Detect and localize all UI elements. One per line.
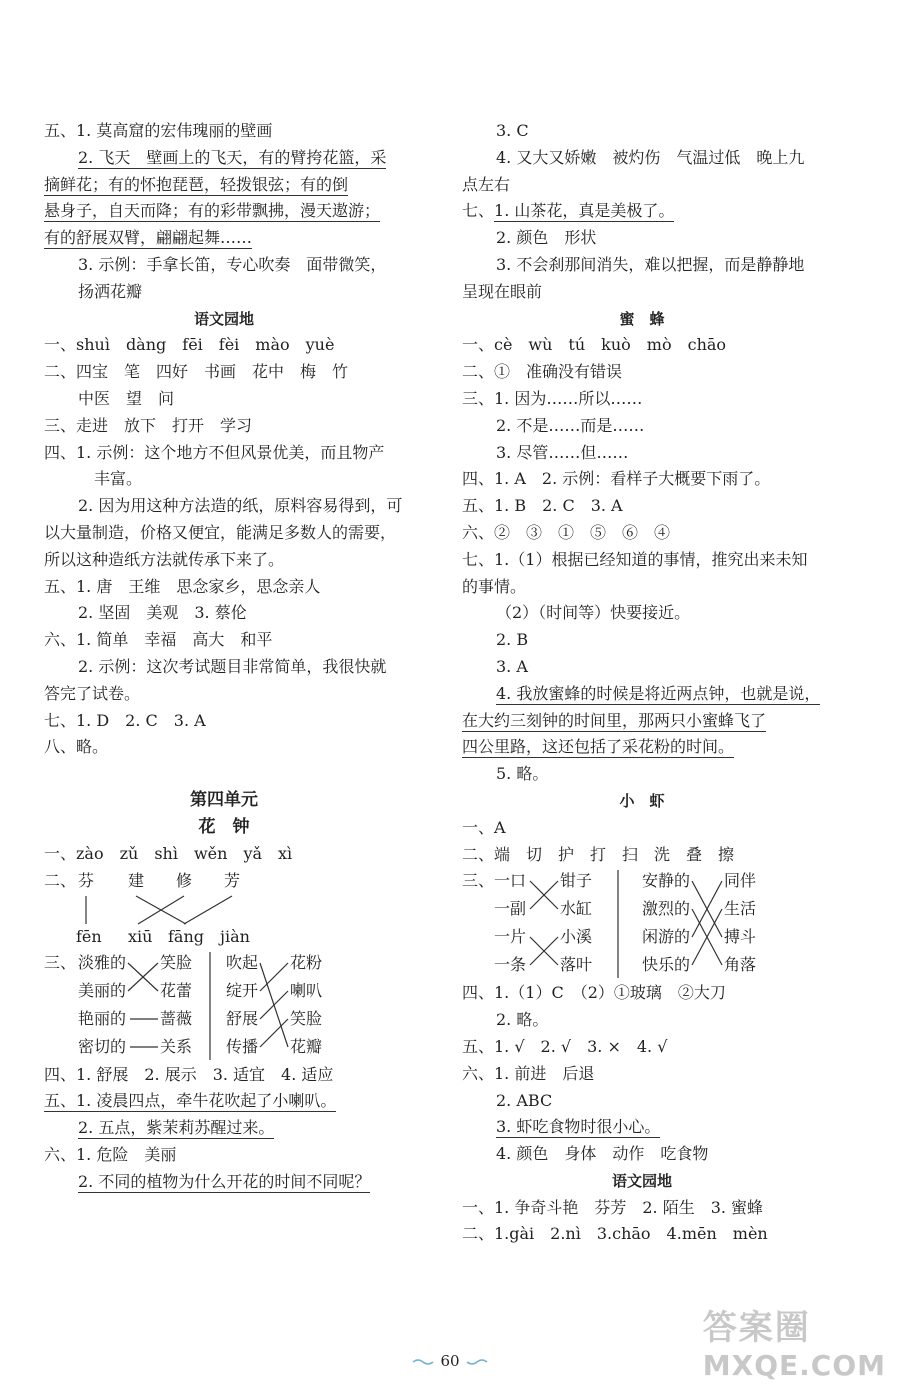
match-word: 水缸 (560, 899, 593, 919)
section-title: 语文园地 (193, 309, 254, 328)
watermark-url: MXQE.COM (702, 1349, 886, 1382)
match-word: 关系 (160, 1036, 193, 1056)
answer-line: 丰富。 (94, 469, 143, 489)
match-word: 快乐的 (642, 955, 691, 975)
match-char: 芬 (78, 870, 95, 890)
answer-line: 六、1. 简单 幸福 高大 和平 (44, 630, 273, 650)
match-word: 淡雅的 (78, 952, 127, 972)
word-matching (44, 950, 404, 1062)
left-column (44, 118, 404, 1196)
match-lines (44, 868, 404, 950)
answer-line: 2. B (496, 630, 529, 650)
answer-line: 二、四宝 笔 四好 书画 花中 梅 竹 (44, 362, 349, 382)
underlined-answer: 四公里路，这还包括了采花粉的时间。 (462, 737, 735, 757)
underlined-answer: 在大约三刻钟的时间里，那两只小蜜蜂飞了 (462, 710, 767, 730)
underlined-answer: 2. 不同的植物为什么开花的时间不同呢？ (78, 1171, 371, 1191)
answer-line: 四、1. 示例：这个地方不但风景优美，而且物产 (44, 442, 385, 462)
match-word: 一口 (494, 871, 527, 891)
answer-line: 六、② ③ ① ⑤ ⑥ ④ (462, 522, 671, 542)
answer-line (462, 198, 822, 225)
match-pinyin: jiàn (220, 926, 250, 946)
underlined-answer: 3. 虾吃食物时很小心。 (496, 1117, 661, 1137)
watermark-logo-text: 答案圈 (702, 1308, 811, 1348)
answer-line: 三、走进 放下 打开 学习 (44, 415, 253, 435)
answer-line: 一、cè wù tú kuò mò chāo (462, 335, 727, 355)
answer-line: 二、① 准确没有错误 (462, 362, 623, 382)
match-pinyin: fāng (168, 926, 205, 946)
match-word: 生活 (724, 899, 757, 919)
answer-line (44, 172, 404, 199)
match-word: 美丽的 (78, 980, 127, 1000)
answer-line: 2. 略。 (496, 1010, 549, 1030)
answer-line: 六、1. 前进 后退 (462, 1063, 595, 1083)
answer-line: 五、1. √ 2. √ 3. × 4. √ (462, 1036, 668, 1056)
pinyin-matching (44, 868, 404, 950)
match-word: 小溪 (560, 927, 593, 947)
answer-line: 5. 略。 (496, 764, 549, 784)
answer-line: 2. 示例：这次考试题目非常简单，我很快就 (78, 656, 387, 676)
answer-line: 七、1. D 2. C 3. A (44, 710, 206, 730)
answer-line: 一、shuì dàng fēi fèi mào yuè (44, 335, 335, 355)
answer-line (44, 1115, 404, 1142)
match-word: 密切的 (78, 1036, 127, 1056)
answer-line: 点左右 (462, 174, 511, 194)
answer-line: 所以这种造纸方法就传承下来了。 (44, 549, 285, 569)
answer-line: 一、zào zǔ shì wěn yǎ xì (44, 843, 293, 863)
section-title: 蜜 蜂 (619, 309, 665, 328)
answer-line (44, 145, 404, 172)
answer-line: 3. 尽管……但…… (496, 442, 629, 462)
answer-line: 的事情。 (462, 576, 527, 596)
answer-line: 3. 不会刹那间消失，难以把握，而是静静地 (496, 254, 805, 274)
answer-line: 一、1. 争奇斗艳 芬芳 2. 陌生 3. 蜜蜂 (462, 1197, 764, 1217)
underlined-answer: 4. 我放蜜蜂的时候是将近两点钟，也就是说， (496, 683, 821, 703)
answer-line (44, 225, 404, 252)
answer-line: 2. 不是……而是…… (496, 415, 645, 435)
answer-line: 八、略。 (44, 737, 109, 757)
word-matching (462, 868, 822, 980)
answer-line (462, 708, 822, 735)
answer-line: 四、1. 舒展 2. 展示 3. 适宜 4. 适应 (44, 1064, 334, 1084)
match-word: 同伴 (724, 871, 757, 891)
answer-line: 4. 颜色 身体 动作 吃食物 (496, 1144, 709, 1164)
page-number: 60 (440, 1352, 460, 1370)
answer-line (44, 198, 404, 225)
match-word: 绽开 (226, 980, 259, 1000)
answer-line: 五、1. B 2. C 3. A (462, 496, 623, 516)
answer-line: 2. 因为用这种方法造的纸，原料容易得到，可 (78, 496, 403, 516)
match-word: 笑脸 (160, 952, 193, 972)
answer-line: 中医 望 问 (78, 388, 175, 408)
answer-line: （2）（时间等）快要接近。 (496, 603, 691, 623)
unit-title: 第四单元 (190, 790, 258, 811)
match-word: 钳子 (560, 871, 593, 891)
match-word: 安静的 (642, 871, 691, 891)
answer-line: 一、A (462, 817, 506, 837)
match-lines (462, 868, 822, 980)
answer-line: 三、1. 因为……所以…… (462, 388, 643, 408)
match-word: 吹起 (226, 952, 259, 972)
match-lines (44, 950, 404, 1062)
match-word: 一条 (494, 955, 527, 975)
answer-line (462, 734, 822, 761)
match-char: 建 (128, 870, 145, 890)
match-word: 舒展 (226, 1008, 259, 1028)
question-label: 三、 (462, 871, 495, 891)
match-pinyin: fēn (76, 926, 102, 946)
match-word: 蔷薇 (160, 1008, 193, 1028)
match-word: 花瓣 (290, 1036, 323, 1056)
answer-line: 六、1. 危险 美丽 (44, 1144, 177, 1164)
answer-line: 2. 坚固 美观 3. 蔡伦 (78, 603, 247, 623)
underlined-answer: 摘鲜花；有的怀抱琵琶，轻拨银弦；有的倒 (44, 174, 349, 194)
answer-line: 3. 示例：手拿长笛，专心吹奏 面带微笑， (78, 254, 387, 274)
section-title: 小 虾 (619, 791, 665, 810)
answer-line: 二、端 切 护 打 扫 洗 叠 擦 (462, 844, 735, 864)
answer-line: 四、1.（1）C （2）①玻璃 ②大刀 (462, 983, 726, 1003)
underlined-answer: 悬身子，自天而降；有的彩带飘拂，漫天遨游； (44, 201, 381, 221)
answer-line: 答完了试卷。 (44, 683, 141, 703)
answer-line (462, 681, 822, 708)
answer-line: 二、1.gài 2.nì 3.chāo 4.mēn mèn (462, 1224, 768, 1244)
answer-line: 4. 又大又娇嫩 被灼伤 气温过低 晚上九 (496, 147, 805, 167)
answer-line: 四、1. A 2. 示例：看样子大概要下雨了。 (462, 469, 771, 489)
answer-line: 呈现在眼前 (462, 281, 543, 301)
match-word: 激烈的 (642, 899, 691, 919)
answer-line: 五、1. 唐 王维 思念家乡，思念亲人 (44, 576, 321, 596)
answer-line: 扬洒花瓣 (78, 281, 143, 301)
match-char: 芳 (224, 870, 241, 890)
match-char: 修 (176, 870, 193, 890)
answer-line (462, 1114, 822, 1141)
underlined-answer: 2. 五点，紫茉莉苏醒过来。 (78, 1118, 275, 1138)
match-word: 花粉 (290, 952, 323, 972)
underlined-answer: 2. 飞天 壁画上的飞天，有的臂挎花篮，采 (78, 147, 387, 167)
underlined-answer: 有的舒展双臂，翩翩起舞…… (44, 228, 253, 248)
match-word: 传播 (226, 1036, 259, 1056)
answer-line: 2. 颜色 形状 (496, 228, 597, 248)
match-word: 角落 (724, 955, 757, 975)
answer-line: 七、1.（1）根据已经知道的事情，推究出来未知 (462, 549, 808, 569)
answer-line: 五、1. 莫高窟的宏伟瑰丽的壁画 (44, 121, 273, 140)
match-word: 落叶 (560, 955, 593, 975)
question-label: 三、 (44, 952, 77, 972)
match-word: 花蕾 (160, 980, 193, 1000)
match-word: 搏斗 (724, 927, 757, 947)
underlined-answer: 五、1. 凌晨四点，牵牛花吹起了小喇叭。 (44, 1091, 337, 1111)
match-word: 艳丽的 (78, 1008, 127, 1028)
underlined-answer: 1. 山茶花，真是美极了。 (494, 201, 675, 221)
match-word: 闲游的 (642, 927, 691, 947)
match-word: 一副 (494, 899, 527, 919)
answer-line: 3. A (496, 656, 528, 676)
answer-line: 以大量制造，价格又便宜，能满足多数人的需要， (44, 522, 397, 542)
watermark (703, 1300, 886, 1382)
question-label: 七、 (462, 201, 495, 221)
match-pinyin: xiū (128, 926, 153, 946)
match-word: 喇叭 (290, 980, 323, 1000)
section-title: 语文园地 (611, 1171, 672, 1190)
section-title: 花 钟 (198, 816, 250, 837)
answer-line: 3. C (496, 121, 529, 140)
answer-line (44, 1088, 404, 1115)
answer-line (44, 1169, 404, 1196)
match-word: 一片 (494, 927, 527, 947)
answer-line: 2. ABC (496, 1090, 553, 1110)
page-ornament-right-icon (466, 1358, 488, 1366)
question-label: 二、 (44, 870, 77, 890)
match-word: 笑脸 (290, 1008, 323, 1028)
right-column (462, 118, 822, 1248)
